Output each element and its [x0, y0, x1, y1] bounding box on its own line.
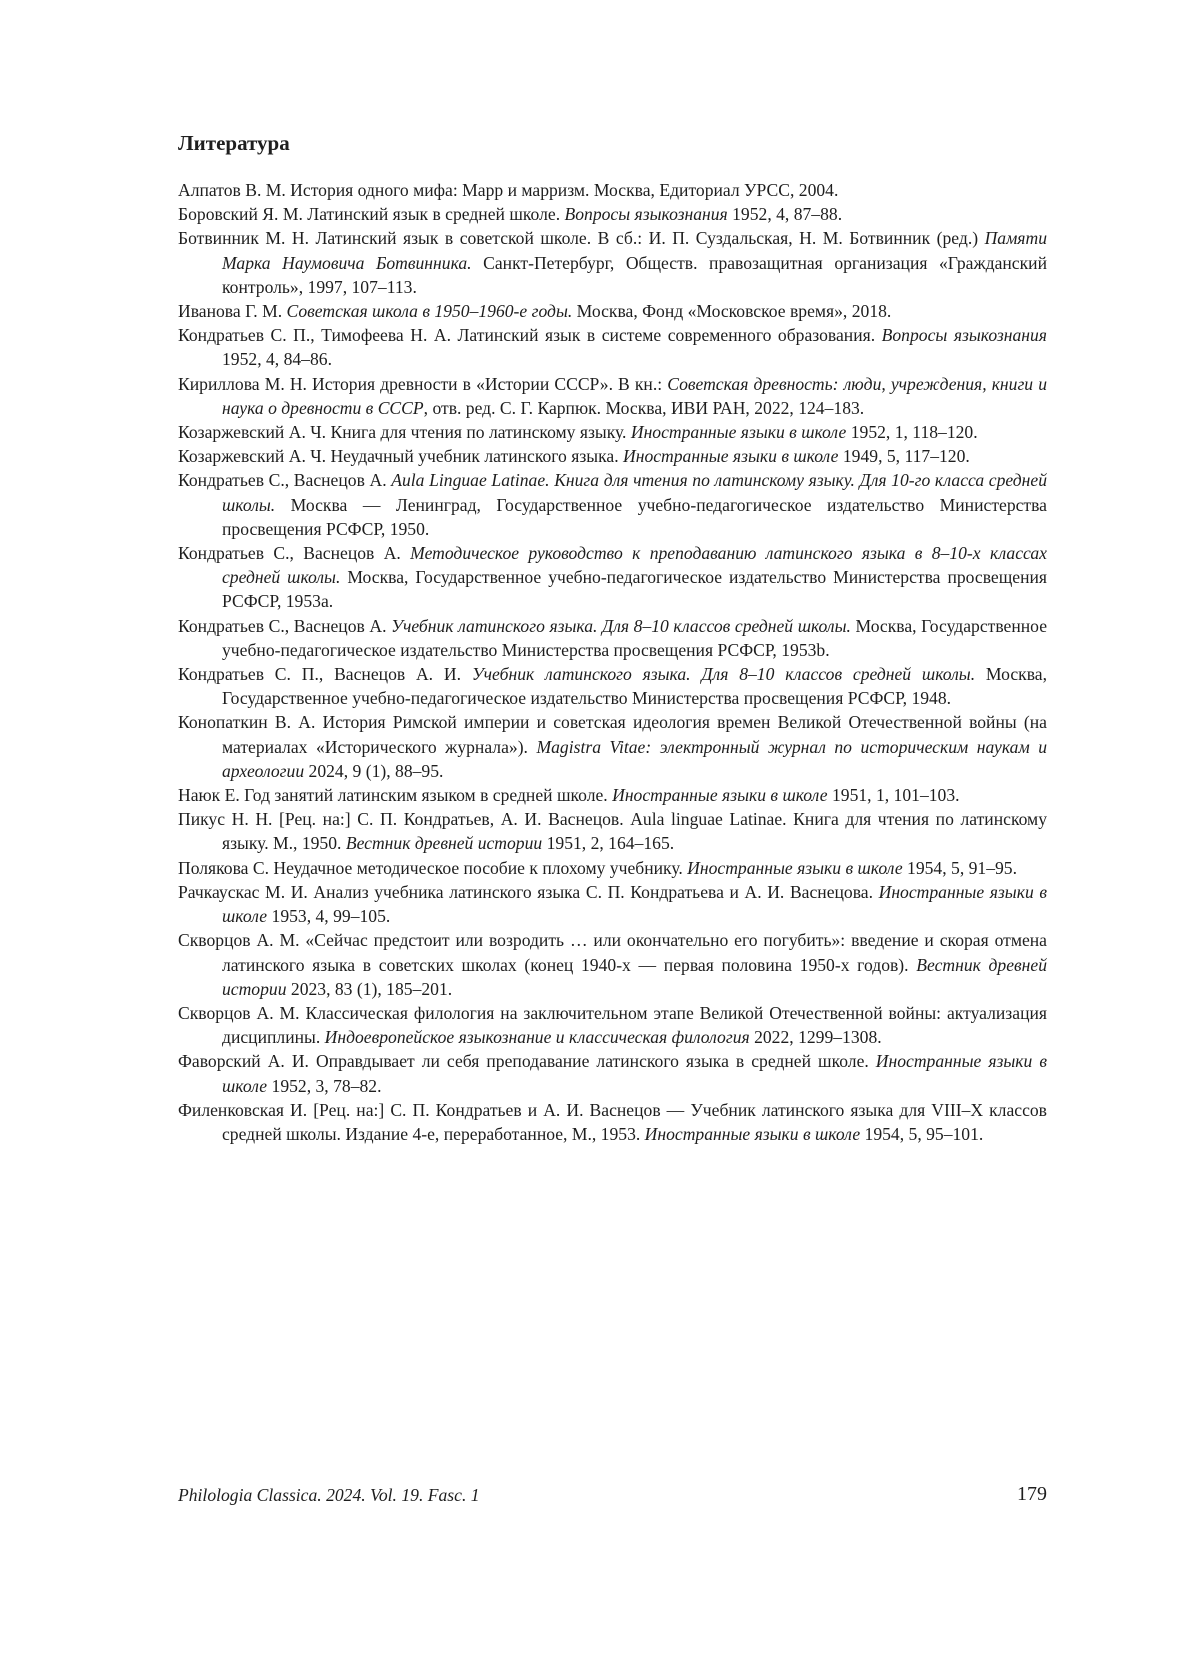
page-number: 179: [1017, 1483, 1047, 1505]
reference-title-italic: Учебник латинского языка. Для 8–10 классов средней школы.: [391, 615, 851, 636]
section-heading: Литература: [178, 131, 290, 155]
reference-list: [178, 178, 1047, 1146]
reference-text: Скворцов А. М. «Сейчас предстоит или возродить … или окончательно его погубить»: введение и скорая отмена латинского языка в советских школах (конец 1940-х — первая половина 1950-х годов).: [178, 930, 1047, 975]
reference-text: Москва, Государственное учебно-педагогическое издательство Министерства просвещения РСФСР, 1948.: [222, 664, 1047, 709]
reference-text: Филенковская И. [Рец. на:] С. П. Кондратьев и А. И. Васнецов — Учебник латинского языка для VIII–X классов средней школы. Издание 4-е, переработанное, М., 1953.: [178, 1099, 1047, 1144]
reference-text: Алпатов В. М. История одного мифа: Марр и марризм. Москва, Едиториал УРСС, 2004.: [178, 180, 839, 200]
reference-entry: [178, 783, 1047, 807]
reference-entry: [178, 299, 1047, 323]
reference-text: 2022, 1299–1308.: [749, 1027, 882, 1048]
reference-entry: [178, 323, 1047, 371]
reference-text: Санкт-Петербург, Обществ. правозащитная организация «Гражданский контроль», 1997, 107–113.: [222, 252, 1047, 297]
page-footer: [178, 1483, 1047, 1513]
reference-text: 1949, 5, 117–120.: [838, 446, 970, 467]
reference-entry: [178, 614, 1047, 662]
reference-title-italic: Советская древность: люди, учреждения, книги и наука о древности в СССР: [222, 373, 1047, 418]
reference-text: Наюк Е. Год занятий латинским языком в средней школе.: [178, 785, 613, 806]
reference-title-italic: Индоевропейское языкознание и классическая филология: [324, 1027, 750, 1048]
reference-entry: [178, 1098, 1047, 1146]
reference-text: Кириллова М. Н. История древности в «Истории СССР». В кн.:: [178, 373, 668, 394]
reference-text: Кондратьев С., Васнецов А.: [178, 615, 392, 636]
reference-text: Москва, Государственное учебно-педагогическое издательство Министерства просвещения РСФСР, 1953a.: [222, 567, 1047, 612]
reference-text: Ботвинник М. Н. Латинский язык в советской школе. В сб.: И. П. Суздальская, Н. М. Ботвинник (ред.): [178, 228, 985, 249]
reference-text: 1952, 1, 118–120.: [846, 422, 978, 443]
reference-entry: [178, 444, 1047, 468]
reference-text: Кондратьев С., Васнецов А.: [178, 543, 411, 564]
reference-text: Полякова С. Неудачное методическое пособие к плохому учебнику.: [178, 857, 688, 878]
reference-text: 2023, 83 (1), 185–201.: [286, 978, 453, 999]
reference-text: Иванова Г. М.: [178, 301, 287, 322]
reference-text: 1954, 5, 91–95.: [902, 857, 1017, 878]
reference-title-italic: Советская школа в 1950–1960-е годы.: [286, 301, 573, 322]
reference-text: Конопаткин В. А. История Римской империи и советская идеология времен Великой Отечественной войны (на материалах «Исторического журнала»).: [178, 712, 1047, 757]
reference-title-italic: Иностранные языки в школе: [623, 446, 839, 467]
reference-text: Кондратьев С. П., Васнецов А. И.: [178, 664, 472, 685]
reference-title-italic: Учебник латинского языка. Для 8–10 классов средней школы.: [471, 664, 976, 685]
reference-title-italic: Иностранные языки в школе: [687, 857, 903, 878]
reference-entry: [178, 1001, 1047, 1049]
reference-text: Козаржевский А. Ч. Книга для чтения по латинскому языку.: [178, 422, 631, 443]
reference-title-italic: Методическое руководство к преподаванию латинского языка в 8–10-х классах средней школы.: [222, 543, 1047, 588]
reference-text: Фаворский А. И. Оправдывает ли себя преподавание латинского языка в средней школе.: [178, 1051, 876, 1072]
reference-entry: [178, 541, 1047, 614]
reference-entry: [178, 710, 1047, 783]
reference-text: 1953, 4, 99–105.: [267, 906, 391, 927]
reference-entry: [178, 880, 1047, 928]
reference-title-italic: Иностранные языки в школе: [612, 785, 828, 806]
journal-citation: Philologia Classica. 2024. Vol. 19. Fasc. 1: [178, 1485, 480, 1505]
reference-title-italic: Aula Linguae Latinae. Книга для чтения по латинскому языку. Для 10-го класса средней школы.: [222, 470, 1047, 515]
reference-entry: [178, 856, 1047, 880]
reference-entry: [178, 178, 1047, 202]
page-content: [178, 128, 1047, 1146]
reference-text: Скворцов А. М. Классическая филология на заключительном этапе Великой Отечественной войны: актуализация дисциплины.: [178, 1002, 1047, 1048]
reference-text: 1951, 1, 101–103.: [827, 785, 960, 806]
reference-text: 1952, 4, 84–86.: [222, 349, 332, 370]
reference-title-italic: Памяти Марка Наумовича Ботвинника.: [222, 228, 1047, 273]
reference-title-italic: Иностранные языки в школе: [644, 1123, 861, 1144]
reference-title-italic: Вопросы языкознания: [881, 325, 1047, 346]
reference-title-italic: Вестник древней истории: [345, 833, 543, 854]
reference-entry: [178, 807, 1047, 855]
reference-title-italic: Вопросы языкознания: [564, 204, 728, 225]
reference-text: Кондратьев С., Васнецов А.: [178, 470, 392, 491]
reference-entry: [178, 1049, 1047, 1097]
reference-text: 1954, 5, 95–101.: [860, 1123, 984, 1144]
reference-text: Москва — Ленинград, Государственное учебно-педагогическое издательство Министерства просвещения РСФСР, 1950.: [222, 494, 1047, 539]
reference-entry: [178, 202, 1047, 226]
reference-entry: [178, 468, 1047, 541]
reference-text: Пикус Н. Н. [Рец. на:] С. П. Кондратьев, А. И. Васнецов. Aula linguae Latinae. Книга для чтения по латинскому языку. М., 1950.: [178, 809, 1047, 854]
reference-text: , отв. ред. С. Г. Карпюк. Москва, ИВИ РАН, 2022, 124–183.: [423, 397, 865, 418]
reference-text: Рачкаускас М. И. Анализ учебника латинского языка С. П. Кондратьева и А. И. Васнецова.: [178, 881, 879, 902]
reference-title-italic: Иностранные языки в школе: [630, 422, 847, 443]
reference-title-italic: Вестник древней истории: [222, 954, 1047, 999]
reference-title-italic: Magistra Vitae: электронный журнал по историческим наукам и археологии: [222, 736, 1047, 781]
reference-entry: [178, 226, 1047, 299]
reference-text: Москва, Государственное учебно-педагогическое издательство Министерства просвещения РСФСР, 1953b.: [222, 615, 1048, 660]
reference-entry: [178, 928, 1047, 1001]
reference-entry: [178, 372, 1047, 420]
reference-text: 1952, 4, 87–88.: [727, 204, 843, 225]
reference-text: 1951, 2, 164–165.: [542, 833, 675, 854]
reference-text: Кондратьев С. П., Тимофеева Н. А. Латинский язык в системе современного образования.: [178, 325, 882, 346]
reference-title-italic: Иностранные языки в школе: [222, 1051, 1047, 1096]
reference-text: 2024, 9 (1), 88–95.: [304, 760, 444, 781]
reference-text: Москва, Фонд «Московское время», 2018.: [572, 301, 892, 322]
reference-title-italic: Иностранные языки в школе: [222, 881, 1047, 927]
reference-text: 1952, 3, 78–82.: [267, 1075, 382, 1096]
reference-entry: [178, 420, 1047, 444]
reference-text: Козаржевский А. Ч. Неудачный учебник латинского языка.: [178, 446, 624, 467]
reference-text: Боровский Я. М. Латинский язык в средней школе.: [178, 204, 565, 225]
reference-entry: [178, 662, 1047, 710]
